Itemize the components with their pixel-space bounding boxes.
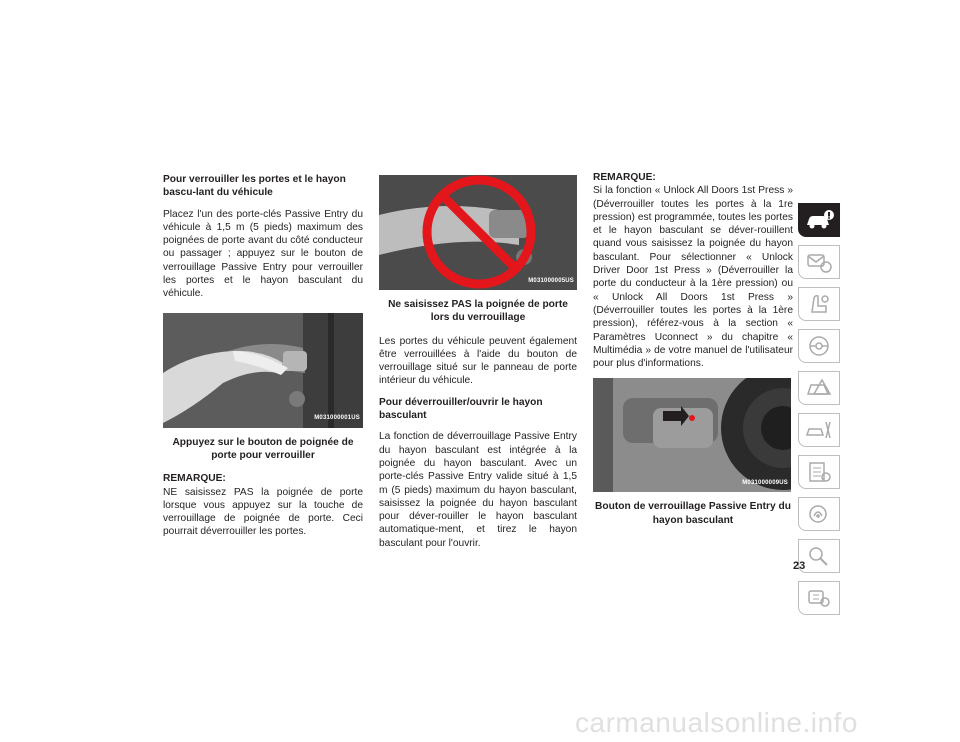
section-heading-lock: Pour verrouiller les portes et le hayon bascu-lant du véhicule — [163, 174, 346, 199]
photo-do-not-grab-handle — [379, 175, 577, 290]
caption-press-handle-button: Appuyez sur le bouton de poignée de porte pour verrouiller — [172, 436, 354, 461]
photo-press-handle-illustration — [163, 313, 363, 428]
tab-getting-to-know-vehicle[interactable] — [798, 203, 840, 237]
paragraph-unlock-liftgate: La fonction de déverrouillage Passive Entry du hayon basculant est intégrée à la poignée du hayon basculant. Avec un porte-clés Passive Entry valide situé à 1,5 m (5 pieds) maximum du hayon basculant, saisissez la poignée du hayon basculant pour déver-rouiller le hayon basculant automatique-ment, et tirez le hayon basculant pour l'ouvrir. — [379, 431, 577, 549]
image-code-3: M031000009US — [742, 480, 788, 487]
column-left — [163, 173, 363, 547]
photo-liftgate-illustration — [593, 378, 791, 492]
multimedia-icon — [804, 502, 834, 526]
steering-wheel-icon — [804, 334, 834, 358]
column-right — [593, 171, 793, 537]
note-label-2: REMARQUE: — [593, 172, 656, 183]
tab-customer-assistance[interactable] — [798, 581, 840, 615]
note-block-1 — [163, 472, 363, 538]
note-text-1: NE saisissez PAS la poignée de porte lorsque vous appuyez sur la touche de verrouillage de poignée de porte. Ceci pourrait déverrouiller les portes. — [163, 486, 363, 538]
photo-liftgate-button — [593, 378, 791, 492]
caption-liftgate-button: Bouton de verrouillage Passive Entry du hayon basculant — [595, 501, 791, 526]
car-info-icon — [804, 209, 834, 231]
tab-seat-controls[interactable] — [798, 287, 840, 321]
paragraph-lock-instructions: Placez l'un des porte-clés Passive Entry du véhicule à 1,5 m (5 pieds) maximum des poignées de porte avant du côté conducteur ou passager ; appuyez sur le bouton de verrouillage Passive Entry pour verrouiller les portes et le hayon basculant du véhicule. — [163, 208, 363, 300]
watermark: carmanualsonline.info — [575, 707, 858, 738]
tab-emergency[interactable] — [798, 371, 840, 405]
emergency-icon — [804, 376, 834, 400]
tab-multimedia[interactable] — [798, 497, 840, 531]
photo-do-not-grab-illustration — [379, 175, 577, 290]
search-index-icon — [804, 544, 834, 568]
tab-specifications[interactable] — [798, 455, 840, 489]
tab-warning-lights[interactable] — [798, 245, 840, 279]
note-text-2: Si la fonction « Unlock All Doors 1st Press » (Déverrouiller toutes les portes à la 1re pression) est programmée, toutes les portes et le hayon basculant se déver-rouillent quand vous saisissez la poignée du hayon basculant. Pour sélectionner « Unlock Driver Door 1st Press » (Déverrouiller la porte du conducteur à la 1ère pression) ou « Unlock All Doors 1st Press » (Déverrouiller toutes les portes à la 1ère pression), référez-vous à la section « Paramètres Uconnect » du chapitre « Multimédia » de votre manuel de l'utilisateur pour plus d'informations. — [593, 185, 793, 370]
tab-service[interactable] — [798, 413, 840, 447]
section-heading-unlock-liftgate: Pour déverrouiller/ouvrir le hayon basculant — [379, 396, 543, 422]
customer-assistance-icon — [804, 586, 834, 610]
image-code-1: M031000001US — [314, 415, 360, 422]
paragraph-interior-lock: Les portes du véhicule peuvent également être verrouillées à l'aide du bouton de verrouillage situé sur le panneau de porte intérieur du véhicule. — [379, 335, 577, 387]
page-number: 23 — [793, 560, 806, 572]
photo-press-handle-button — [163, 313, 363, 428]
note-label-1: REMARQUE: — [163, 473, 226, 485]
tab-steering[interactable] — [798, 329, 840, 363]
warning-lights-icon — [804, 250, 834, 274]
note-block-2 — [593, 171, 793, 370]
column-middle — [379, 175, 577, 558]
specifications-icon — [804, 460, 834, 484]
caption-do-not-grab-handle: Ne saisissez PAS la poignée de porte lors du verrouillage — [388, 299, 568, 324]
seat-controls-icon — [804, 292, 834, 316]
image-code-2: M031000005US — [528, 277, 574, 284]
service-icon — [804, 418, 834, 442]
